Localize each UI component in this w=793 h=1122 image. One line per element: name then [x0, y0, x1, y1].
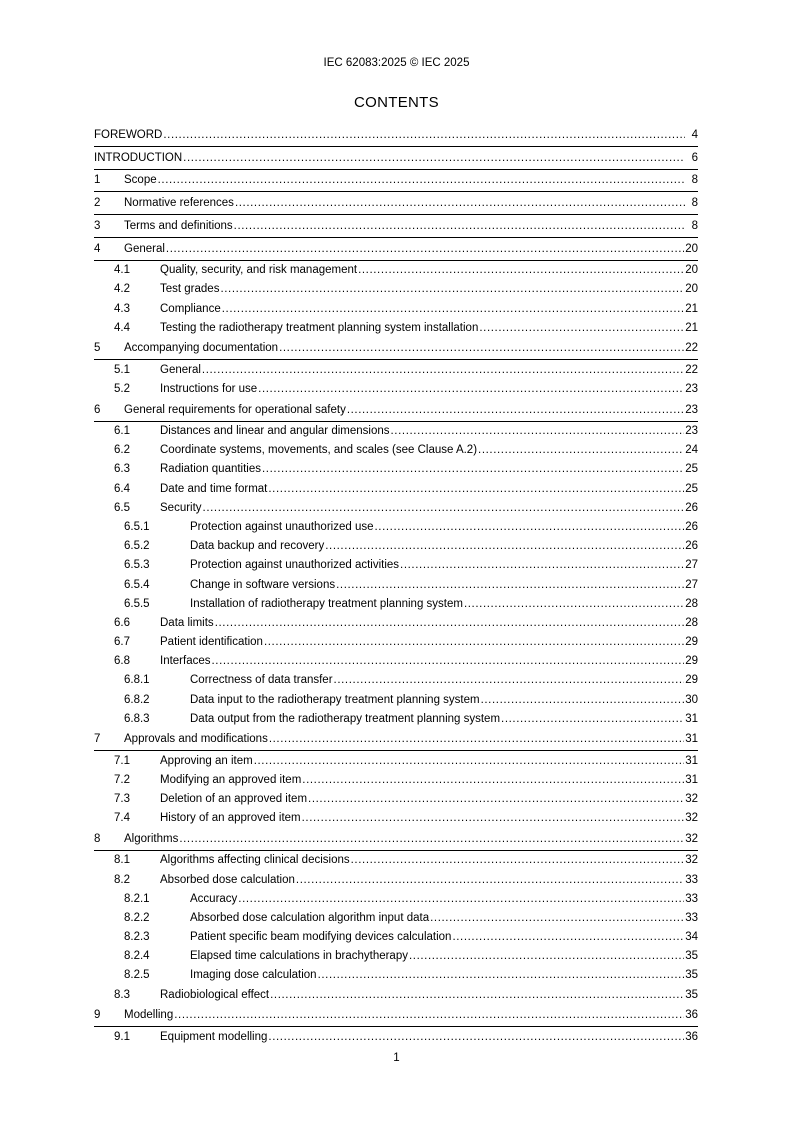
toc-entry-page: 28: [685, 616, 698, 629]
toc-entry-title: Installation of radiotherapy treatment planning system: [190, 597, 463, 610]
toc-entry[interactable]: [94, 613, 698, 632]
toc-entry-number: 6.5.1: [124, 520, 150, 533]
dot-leader: [166, 242, 684, 257]
toc-entry-page: 22: [685, 342, 698, 355]
toc-entry-number: 9.1: [114, 1030, 130, 1043]
dot-leader: [163, 128, 685, 143]
dot-leader: [179, 832, 684, 847]
toc-entry-title: Radiobiological effect: [160, 988, 270, 1001]
toc-entry[interactable]: [94, 889, 698, 908]
toc-entry-title: Accuracy: [190, 892, 238, 905]
toc-entry-page: 23: [685, 425, 698, 437]
dot-leader: [452, 930, 684, 945]
toc-entry-number: 6.6: [114, 616, 130, 629]
toc-entry-title: Security: [160, 501, 202, 514]
toc-entry[interactable]: [94, 908, 698, 927]
toc-entry-number: 6.5.2: [124, 540, 150, 553]
toc-entry[interactable]: [94, 966, 698, 985]
dot-leader: [264, 635, 684, 650]
toc-entry-title: Accompanying documentation: [124, 342, 279, 355]
toc-entry[interactable]: [94, 851, 698, 870]
toc-entry-number: 2: [94, 197, 101, 210]
toc-entry-page: 8: [691, 197, 698, 210]
toc-entry-page: 27: [685, 559, 698, 572]
toc-entry-title: General: [124, 242, 165, 255]
toc-entry[interactable]: [94, 709, 698, 728]
toc-entry-title: Algorithms: [124, 832, 179, 845]
toc-entry-title: Deletion of an approved item: [160, 793, 308, 806]
toc-entry[interactable]: [94, 498, 698, 517]
toc-entry-page: 31: [685, 712, 698, 725]
toc-entry[interactable]: [94, 633, 698, 652]
dot-leader: [220, 282, 684, 297]
toc-entry-page: 31: [685, 773, 698, 786]
toc-entry-number: 5.2: [114, 383, 130, 396]
toc-entry-page: 32: [685, 832, 698, 845]
toc-entry-number: 4.3: [114, 302, 130, 315]
toc-entry-number: 6.7: [114, 636, 130, 649]
toc-entry[interactable]: [94, 537, 698, 556]
dot-leader: [391, 424, 685, 439]
toc-entry[interactable]: [94, 124, 698, 147]
toc-entry-title: General: [160, 363, 201, 376]
toc-entry-title: Distances and linear and angular dimensions: [160, 425, 390, 437]
toc-entry-number: 8.2.2: [124, 911, 150, 924]
toc-entry-number: 6.5: [114, 501, 130, 514]
toc-entry-page: 24: [685, 444, 698, 457]
dot-leader: [409, 949, 684, 964]
toc-entry-title: Protection against unauthorized use: [190, 520, 374, 533]
toc-entry-number: 4.2: [114, 283, 130, 296]
toc-entry-title: Absorbed dose calculation: [160, 873, 295, 886]
dot-leader: [347, 403, 684, 418]
dot-leader: [215, 616, 685, 631]
toc-entry-number: 1: [94, 174, 101, 187]
toc-entry-page: 20: [685, 283, 698, 296]
toc-entry-number: 7.3: [114, 793, 130, 806]
toc-entry-title: Absorbed dose calculation algorithm input data: [190, 911, 430, 924]
toc-entry-page: 32: [685, 793, 698, 806]
toc-entry-page: 22: [685, 363, 698, 376]
toc-entry-number: 8: [94, 832, 101, 845]
toc-entry-page: 20: [685, 264, 698, 277]
toc-entry[interactable]: [94, 985, 698, 1004]
toc-entry[interactable]: [94, 147, 698, 170]
toc-entry-title: Coordinate systems, movements, and scales (see Clause A.2): [160, 444, 478, 457]
toc-entry-title: Equipment modelling: [160, 1030, 268, 1043]
dot-leader: [269, 732, 684, 747]
toc-entry-page: 35: [685, 969, 698, 982]
toc-entry[interactable]: [94, 870, 698, 889]
dot-leader: [374, 520, 684, 535]
toc-entry-number: 6.2: [114, 444, 130, 457]
toc-entry[interactable]: [94, 809, 698, 828]
dot-leader: [464, 597, 684, 612]
toc-entry-page: 20: [685, 242, 698, 255]
toc-entry[interactable]: [94, 479, 698, 498]
toc-entry-number: 6.3: [114, 463, 130, 476]
toc-entry[interactable]: [94, 947, 698, 966]
toc-entry-page: 34: [685, 931, 698, 944]
toc-entry[interactable]: [94, 215, 698, 238]
dot-leader: [296, 873, 684, 888]
toc-entry[interactable]: [94, 594, 698, 613]
dot-leader: [254, 754, 685, 769]
dot-leader: [238, 892, 684, 907]
toc-entry-page: 28: [685, 597, 698, 610]
toc-entry-page: 23: [685, 383, 698, 396]
toc-entry-title: Compliance: [160, 302, 221, 315]
toc-entry-page: 4: [691, 128, 698, 141]
toc-entry-page: 29: [685, 636, 698, 649]
toc-entry-page: 31: [685, 754, 698, 767]
toc-entry-title: Modifying an approved item: [160, 773, 302, 786]
toc-entry-number: 7.2: [114, 773, 130, 786]
dot-leader: [202, 363, 684, 378]
dot-leader: [268, 1030, 684, 1045]
toc-entry-number: 3: [94, 219, 101, 232]
toc-entry[interactable]: [94, 1004, 698, 1027]
dot-leader: [270, 988, 684, 1003]
toc-entry[interactable]: [94, 690, 698, 709]
toc-entry-title: Test grades: [160, 283, 220, 296]
toc-entry-page: 35: [685, 988, 698, 1001]
toc-entry[interactable]: [94, 460, 698, 479]
dot-leader: [479, 321, 684, 336]
toc-entry-page: 26: [685, 540, 698, 553]
toc-entry-number: 6.5.3: [124, 559, 150, 572]
toc-entry-title: Interfaces: [160, 655, 211, 668]
toc-entry-title: Scope: [124, 174, 157, 187]
toc-entry[interactable]: [94, 192, 698, 215]
toc-entry-page: 36: [685, 1030, 698, 1043]
toc-entry-title: History of an approved item: [160, 812, 301, 825]
dot-leader: [174, 1008, 684, 1023]
toc-entry-number: 6.8.2: [124, 693, 150, 706]
dot-leader: [235, 196, 685, 211]
toc-entry-page: 6: [691, 151, 698, 164]
toc-entry-title: Data input to the radiotherapy treatment planning system: [190, 693, 480, 706]
toc-entry[interactable]: [94, 751, 698, 770]
toc-entry-page: 32: [685, 812, 698, 825]
toc-entry-number: 4.4: [114, 321, 130, 334]
toc-entry-page: 33: [685, 873, 698, 886]
toc-entry-number: 4.1: [114, 264, 130, 277]
toc-entry[interactable]: [94, 360, 698, 379]
toc-entry[interactable]: [94, 790, 698, 809]
toc-entry[interactable]: [94, 575, 698, 594]
toc-entry-number: 6.5.5: [124, 597, 150, 610]
toc-entry-page: 21: [685, 302, 698, 315]
toc-entry-page: 8: [691, 219, 698, 232]
toc-entry-title: Approvals and modifications: [124, 733, 268, 746]
toc-entry[interactable]: [94, 238, 698, 261]
dot-leader: [358, 263, 684, 278]
table-of-contents: [94, 124, 698, 1046]
dot-leader: [212, 654, 685, 669]
toc-entry[interactable]: [94, 280, 698, 299]
toc-entry-number: 8.2.4: [124, 950, 150, 963]
toc-entry[interactable]: [94, 380, 698, 399]
toc-entry-title: Modelling: [124, 1009, 174, 1022]
dot-leader: [302, 773, 684, 788]
toc-entry-page: 35: [685, 950, 698, 963]
toc-entry-page: 36: [685, 1009, 698, 1022]
toc-entry-title: Imaging dose calculation: [190, 969, 317, 982]
toc-entry-number: 7: [94, 733, 101, 746]
toc-entry-number: 9: [94, 1009, 101, 1022]
toc-entry[interactable]: [94, 318, 698, 337]
toc-entry[interactable]: [94, 652, 698, 671]
dot-leader: [308, 792, 684, 807]
toc-entry-page: 21: [685, 321, 698, 334]
toc-entry[interactable]: [94, 441, 698, 460]
toc-entry-number: 8.3: [114, 988, 130, 1001]
toc-entry-number: 6.8.3: [124, 712, 150, 725]
toc-entry-number: 8.1: [114, 854, 130, 867]
toc-entry-title: Patient specific beam modifying devices calculation: [190, 931, 452, 944]
toc-entry-number: 8.2.5: [124, 969, 150, 982]
dot-leader: [158, 173, 685, 188]
toc-entry[interactable]: [94, 770, 698, 789]
dot-leader: [336, 578, 684, 593]
toc-entry-title: FOREWORD: [94, 128, 163, 141]
toc-entry-page: 8: [691, 174, 698, 187]
toc-entry-number: 5.1: [114, 363, 130, 376]
toc-entry[interactable]: [94, 399, 698, 422]
toc-entry-title: Algorithms affecting clinical decisions: [160, 854, 350, 867]
toc-entry-title: Radiation quantities: [160, 463, 262, 476]
toc-entry-page: 33: [685, 911, 698, 924]
toc-entry-title: Elapsed time calculations in brachytherapy: [190, 950, 408, 963]
toc-entry-page: 33: [685, 892, 698, 905]
dot-leader: [351, 853, 685, 868]
toc-entry-title: Change in software versions: [190, 578, 336, 591]
toc-entry-title: Instructions for use: [160, 383, 258, 396]
toc-entry[interactable]: [94, 1027, 698, 1046]
toc-entry-title: General requirements for operational safety: [124, 403, 346, 416]
dot-leader: [334, 673, 685, 688]
toc-entry-page: 26: [685, 520, 698, 533]
toc-entry[interactable]: [94, 928, 698, 947]
toc-entry[interactable]: [94, 422, 698, 441]
toc-entry[interactable]: [94, 170, 698, 193]
toc-entry-number: 7.4: [114, 812, 130, 825]
toc-entry-title: Protection against unauthorized activities: [190, 559, 400, 572]
document-header: IEC 62083:2025 © IEC 2025: [323, 57, 470, 69]
dot-leader: [325, 539, 684, 554]
toc-entry[interactable]: [94, 671, 698, 690]
toc-entry-title: Date and time format: [160, 482, 268, 495]
toc-entry-page: 26: [685, 501, 698, 514]
dot-leader: [222, 302, 684, 317]
dot-leader: [478, 443, 684, 458]
dot-leader: [318, 968, 685, 983]
toc-entry-page: 25: [685, 482, 698, 495]
toc-entry[interactable]: [94, 556, 698, 575]
dot-leader: [481, 693, 685, 708]
dot-leader: [268, 482, 684, 497]
toc-entry[interactable]: [94, 828, 698, 851]
toc-entry[interactable]: [94, 299, 698, 318]
toc-entry-number: 4: [94, 242, 101, 255]
toc-entry-title: Normative references: [124, 197, 234, 210]
toc-entry-title: INTRODUCTION: [94, 151, 183, 164]
dot-leader: [400, 558, 684, 573]
toc-entry-number: 7.1: [114, 754, 130, 767]
page-title: CONTENTS: [354, 94, 439, 111]
toc-entry[interactable]: [94, 338, 698, 361]
toc-entry-page: 25: [685, 463, 698, 476]
toc-entry-title: Data backup and recovery: [190, 540, 325, 553]
page-number: 1: [393, 1052, 400, 1064]
toc-entry-page: 29: [685, 674, 698, 687]
toc-entry-number: 5: [94, 342, 101, 355]
dot-leader: [302, 811, 685, 826]
toc-entry-number: 8.2.3: [124, 931, 150, 944]
toc-entry-number: 6.8: [114, 655, 130, 668]
toc-entry-title: Terms and definitions: [124, 219, 233, 232]
toc-entry-number: 8.2.1: [124, 892, 150, 905]
toc-entry-number: 6: [94, 403, 101, 416]
dot-leader: [501, 712, 684, 727]
toc-entry[interactable]: [94, 517, 698, 536]
dot-leader: [430, 911, 684, 926]
dot-leader: [234, 219, 685, 234]
dot-leader: [262, 462, 684, 477]
toc-entry-number: 6.8.1: [124, 674, 150, 687]
toc-entry[interactable]: [94, 261, 698, 280]
toc-entry-title: Data output from the radiotherapy treatment planning system: [190, 712, 501, 725]
toc-entry-title: Patient identification: [160, 636, 263, 649]
toc-entry-page: 32: [685, 854, 698, 867]
dot-leader: [258, 382, 684, 397]
toc-entry-number: 6.1: [114, 425, 130, 437]
toc-entry[interactable]: [94, 729, 698, 752]
toc-entry-page: 23: [685, 403, 698, 416]
dot-leader: [203, 501, 685, 516]
toc-entry-page: 31: [685, 733, 698, 746]
toc-entry-number: 8.2: [114, 873, 130, 886]
toc-entry-page: 29: [685, 655, 698, 668]
toc-entry-title: Testing the radiotherapy treatment planning system installation: [160, 321, 479, 334]
toc-entry-title: Data limits: [160, 616, 214, 629]
toc-entry-number: 6.5.4: [124, 578, 150, 591]
toc-entry-title: Correctness of data transfer: [190, 674, 333, 687]
toc-entry-page: 27: [685, 578, 698, 591]
toc-entry-number: 6.4: [114, 482, 130, 495]
toc-entry-title: Quality, security, and risk management: [160, 264, 358, 277]
dot-leader: [279, 341, 684, 356]
toc-entry-page: 30: [685, 693, 698, 706]
dot-leader: [183, 151, 685, 166]
toc-entry-title: Approving an item: [160, 754, 253, 767]
